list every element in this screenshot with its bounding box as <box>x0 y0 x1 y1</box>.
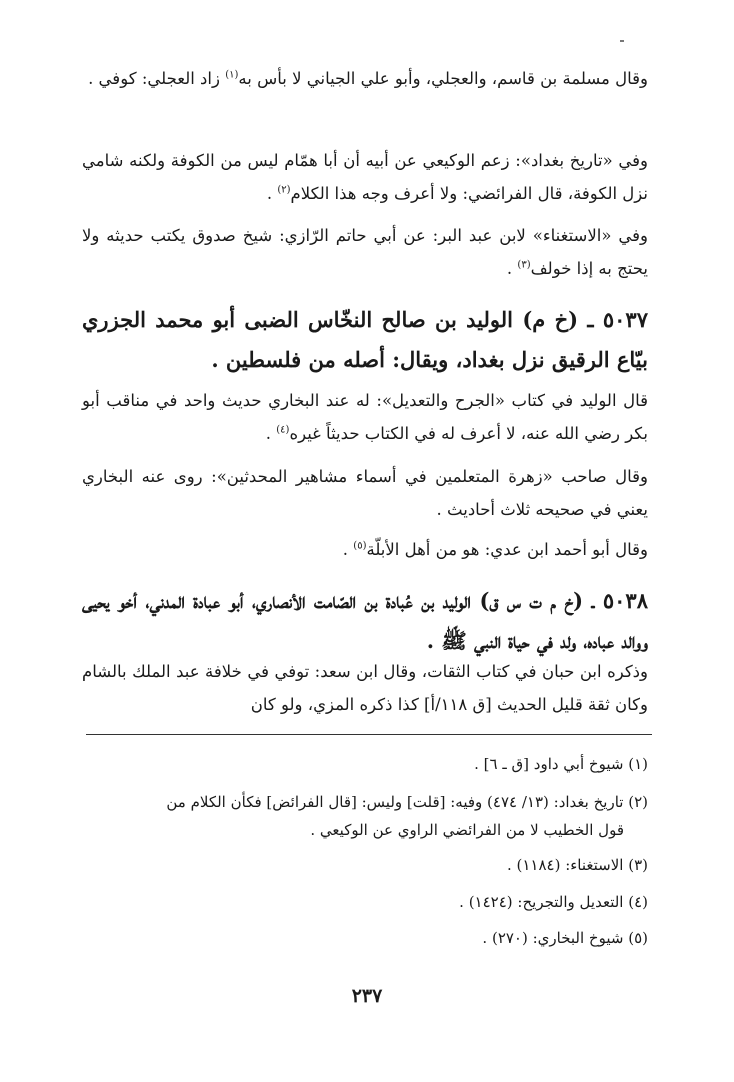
scan-mark <box>620 40 624 42</box>
page-number: ٢٣٧ <box>351 985 383 1007</box>
footnote-1: (١) شيوخ أبي داود [ق ـ ٦] . <box>474 755 648 773</box>
paragraph-1: وقال مسلمة بن قاسم، والعجلي، وأبو علي الجياني لا بأس به$^{(١)}$ زاد العجلي: كوفي . <box>88 69 648 88</box>
footnote-ref-5: (٥) <box>353 540 367 552</box>
footnote-divider <box>86 734 652 735</box>
entry-heading-5038: ٥٠٣٨ ـ (خ م ت س ق) الوليد بن عُبادة بن الصّامت الأنصاري، أبو عبادة المدني، أخو يحيى ووالد عباده، ولد في حياة النبي ﷺ . <box>82 588 648 653</box>
footnote-ref-1: (١) <box>225 69 239 81</box>
entry-heading-5037: ٥٠٣٧ ـ (خ م) الوليد بن صالح النخّاس الضبى أبو محمد الجزري بيّاع الرقيق نزل بغداد، ويقال: أصله من فلسطين . <box>82 307 648 372</box>
footnote-3: (٣) الاستغناء: (١١٨٤) . <box>506 856 648 874</box>
paragraph-4: قال الوليد في كتاب «الجرح والتعديل»: له عند البخاري حديث واحد في مناقب أبو بكر رضي الله عنه، لا أعرف له في الكتاب حديثاً غيره$^{(٤)}$ . <box>82 391 648 443</box>
footnote-ref-3: (٣) <box>517 259 531 271</box>
footnote-5: (٥) شيوخ البخاري: (٢٧٠) . <box>482 929 648 947</box>
footnote-2-continuation: قول الخطيب لا من الفرائضي الراوي عن الوكيعي . <box>310 821 624 839</box>
paragraph-5: وقال صاحب «زهرة المتعلمين في أسماء مشاهير المحدثين»: روى عنه البخاري يعني في صحيحه ثلاث أحاديث . <box>82 467 648 519</box>
footnote-ref-2: (٢) <box>277 184 291 196</box>
paragraph-6: وقال أبو أحمد ابن عدي: هو من أهل الأبلّة$^{(٥)}$ . <box>342 540 648 559</box>
footnote-4: (٤) التعديل والتجريح: (١٤٢٤) . <box>459 893 648 911</box>
paragraph-2: وفي «تاريخ بغداد»: زعم الوكيعي عن أبيه أن أبا همّام ليس من الكوفة ولكنه شامي نزل الكوفة، قال الفرائضي: ولا أعرف وجه هذا الكلام$^{(٢)}$ . <box>82 151 648 203</box>
paragraph-3: وفي «الاستغناء» لابن عبد البر: عن أبي حاتم الرّازي: شيخ صدوق يكتب حديثه ولا يحتج به إذا خولف$^{(٣)}$ . <box>82 226 648 278</box>
paragraph-7: وذكره ابن حبان في كتاب الثقات، وقال ابن سعد: توفي في خلافة عبد الملك بالشام وكان ثقة قليل الحديث [ق ١١٨/أ] كذا ذكره المزي، ولو كان <box>82 662 648 714</box>
footnote-ref-4: (٤) <box>276 424 290 436</box>
footnote-2: (٢) تاريخ بغداد: (١٣/ ٤٧٤) وفيه: [قلت] وليس: [قال الفرائض] فكأن الكلام من <box>166 793 648 811</box>
